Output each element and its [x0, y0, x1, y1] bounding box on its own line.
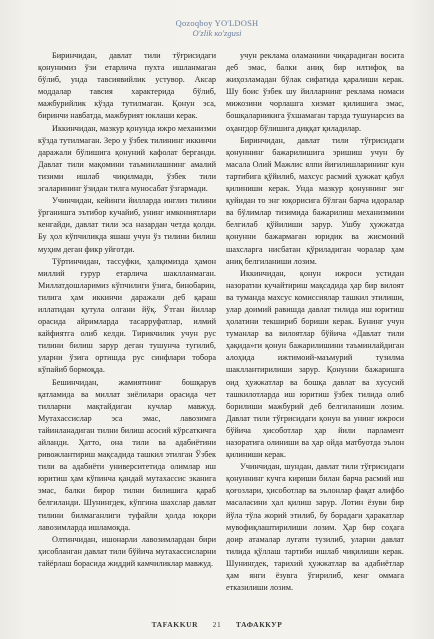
- paragraph: учун реклама оламанини чиқарадиган восита деб эмас, балки аниқ бир илтифоқ ва жиҳозламадан бўлак сифатида қаралиши керак. Шу боис ўзбек шу йилларнинг реклама номаси мижозини чорлашга хизмат қилишига эмас, бошқаларникига ўхшамаган тарзда тушунарсиз ва оҳангдор бўлишига диққат қиладилар.: [226, 51, 404, 133]
- footer-magazine-latin: TAFAKKUR: [151, 620, 199, 629]
- paragraph: Биринчидан, давлат тили тўғрисидаги қонуннинг бажарилишига эришиш учун бу масала Олий Мажлис ялпи йиғилишларининг кун тартибига қўйилиб, махсус расмий ҳужжат қабул қилиниши керак. Унда мазкур қонуннинг энг қуйидан то энг юқорисига бўлган барча идоралар ва бўлимлар тизимида бажарилиш механизмини белгилаб қўйилиши зарур. Ушбу ҳужжатда қонунни бажармаган юридик ва жисмоний шахсларга нисбатан қўриладиган чоралар ҳам аниқ белгиланиши лозим.: [226, 135, 404, 266]
- header-author: Qozoqboy YO'LDOSH: [175, 18, 259, 28]
- paragraph: Иккинчидан, қонун ижроси устидан назоратни кучайтириш мақсадида ҳар бир вилоят ва туманда махсус комиссиялар ташкил этилиши, улар доимий равишда давлат тилида иш юритиш ҳолатини текшириб бориши керак. Бунинг учун туманлар ва вилоятлар бўйича «Давлат тили ҳақида»ги қонун бажарилишини таъминлайдиган алоҳида ижтимоий-маъмурий тузилма шакллантирилиши зарур. Қонунни бажаришга оид ҳужжатлар ва бошқа давлат ва хусусий ташкилотларда иш юритиш ўзбек тилида олиб борилиши мажбурий деб белгиланиши лозим. Давлат тили тўғрисидаги қонун ва унинг ижроси бўйича ҳисоботлар ҳар йили парламент назоратига олиниши ва ҳар ойда матбуотда эълон қилиниши керак.: [226, 268, 404, 460]
- paragraph: Иккинчидан, мазкур қонунда ижро механизми кўзда тутилмаган. Зеро у ўзбек тилининг иккинчи даражали бўлишига қонуний кафолат берганди. Давлат тили мақомини таъминлашнинг амалий тизими ишлаб чиқилмади, ўзбек тили эгаларининг ўзидан тилга муносабат ўзгармади.: [38, 123, 216, 194]
- footer-magazine-cyrillic: ТАФАККУР: [235, 620, 283, 629]
- paragraph: Учинчидан, кейинги йилларда инглиз тилини ўрганишга эътибор кучайиб, унинг имкониятлари кенгайди, давлат тили эса назардан четда қолди. Бу ҳол кўпчиликда яшаш учун ўз тилини билиш муҳим деган фикр уйғотди.: [38, 196, 216, 254]
- right-column: [226, 50, 404, 612]
- running-header: [0, 18, 434, 38]
- page-number: 21: [212, 620, 222, 629]
- header-subtitle: O'zlik ко'zgusi: [192, 28, 242, 38]
- left-column: [38, 50, 216, 612]
- paragraph: Учинчидан, шундан, давлат тили тўғрисидаги қонуннинг кучга кириши билан барча расмий иш қоғозлари, ҳисоботлар ва эълонлар фақат алифбо масаласини ҳал қилиш зарур. Лотин ёзуви бир йўла тўла жорий этилиб, бу борадаги ҳаракатлар мувофиқлаштирилиши лозим. Ҳар бир соҳага доир атамалар луғати тузилиб, уларни давлат тилида қўллаш тартиби ишлаб чиқилиши керак. Шунингдек, тарихий ҳужжатлар ва адабиётлар ҳам янги ёзувга ўгирилиб, кенг оммага етказилиши лозим.: [226, 462, 404, 593]
- paragraph: Олтинчидан, ишонарли лавозимлардан бири ҳисобланган давлат тили бўйича мутахассисларни тайёрлаш борасида жиддий камчиликлар мавжуд.: [38, 534, 216, 568]
- paragraph: Тўртинчидан, тассуфки, ҳалқимизда ҳамон миллий ғурур етарлича шаклланмаган. Миллатдошларимиз кўпчилиги ўзига, бинобарин, тилига ҳам иккинчи даражали деб қараш иллатидан қутула олгани йўқ. Ўтган йиллар орасида айримларда тасарруфатлар, илмий кайфиятга олиб келди. Тирикчилик учун рус тилини билиш зарур деган тушунча тугилиб, уларни ўзига ортишда рус синфлари тобора кўпайиб бормоқда.: [38, 256, 216, 375]
- page-footer: [0, 620, 434, 629]
- paragraph: Бешинчидан, жамиятнинг бошқарув қатламида ва миллат зиёлилари орасида чет тилларни мақтайдиган кучлар мавжуд. Мутахассислар эса эмас, лавозимга тайинланадиган тилни билиш асосий кўрсаткичга айланди. Ҳатто, она тили ва адабиётини ривожлантириш мақсадида ташкил этилган Ўзбек тили ва адабиёти университетида олимлар иш юритиш ҳам кўпинча қандай мутахассис эканига эмас, балки бирор тилни билишига қараб белгиланди. Шунингдек, кўпгина шахслар давлат тилини билмаганлиги туфайли ҳолда юқори лавозимларда ишламоқда.: [38, 377, 216, 532]
- paragraph: Биринчидан, давлат тили тўғрисидаги қонунимиз ўзи етарлича пухта ишланмаган бўлиб, унда тавсиявийлик устувор. Аксар моддалар тавсия характерида бўлиб, мажбурийлик кўзда тутилмаган. Қонун эса, биринчи навбатда, мажбурият юклаши керак.: [38, 51, 216, 121]
